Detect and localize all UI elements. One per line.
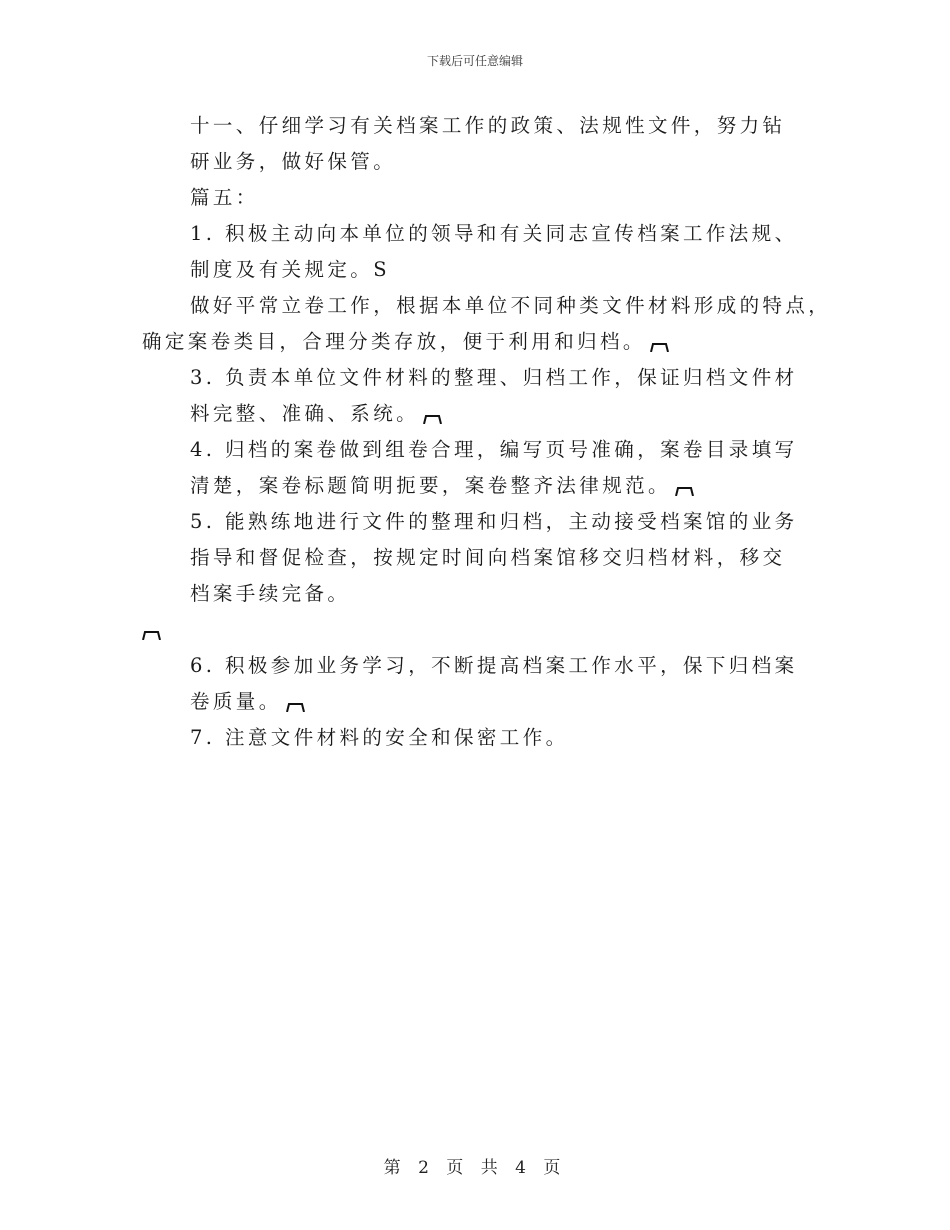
list-item-3 [142, 360, 808, 432]
section-heading: 篇五： [190, 186, 259, 209]
placeholder-mark-icon [423, 414, 442, 424]
list-item-6 [142, 648, 808, 720]
list-item-4 [142, 432, 808, 504]
list-item-2-text: 确定案卷类目，合理分类存放，便于利用和归档。 [142, 330, 646, 353]
placeholder-mark-line [142, 612, 808, 648]
list-item-1: 1. 积极主动向本单位的领导和有关同志宣传档案工作法规、制度及有关规定。S [190, 222, 798, 281]
list-item-2-line-2 [142, 324, 808, 360]
placeholder-mark-icon [286, 702, 305, 712]
list-item-7: 7. 注意文件材料的安全和保密工作。 [190, 726, 569, 749]
paragraph-eleven: 十一、仔细学习有关档案工作的政策、法规性文件，努力钻研业务，做好保管。 [190, 114, 786, 173]
placeholder-mark-icon [142, 630, 161, 640]
placeholder-mark-icon [650, 342, 669, 352]
list-item-2-line-1: 做好平常立卷工作，根据本单位不同种类文件材料形成的特点， [190, 294, 832, 317]
list-item-3-text: 3. 负责本单位文件材料的整理、归档工作，保证归档文件材料完整、准确、系统。 [190, 366, 798, 425]
placeholder-mark-icon [675, 486, 694, 496]
list-item-6-text: 6. 积极参加业务学习，不断提高档案工作水平，保下归档案卷质量。 [190, 654, 798, 713]
list-item-5: 5. 能熟练地进行文件的整理和归档，主动接受档案馆的业务指导和督促检查，按规定时间向档案馆移交归档材料，移交档案手续完备。 [190, 510, 798, 605]
page-footer: 第 2 页 共 4 页 [383, 1158, 567, 1178]
document-body [142, 108, 832, 756]
list-item-4-text: 4. 归档的案卷做到组卷合理，编写页号准确，案卷目录填写清楚，案卷标题简明扼要，案卷整齐法律规范。 [190, 438, 798, 497]
page-header: 下载后可任意编辑 [426, 54, 523, 68]
